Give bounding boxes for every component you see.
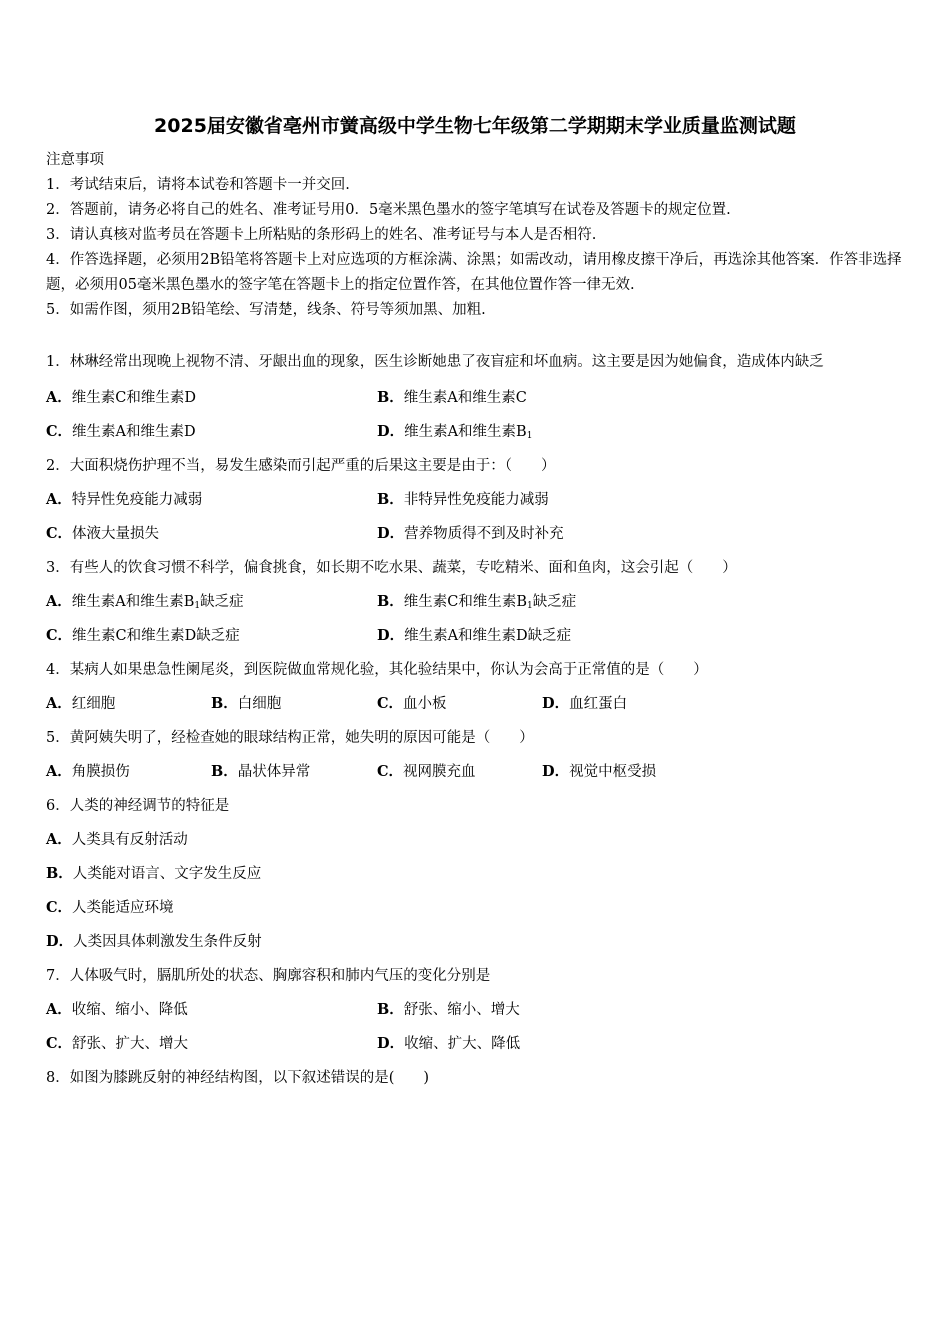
option-b — [211, 687, 281, 721]
notice-item: 5．如需作图，须用2B铅笔绘、写清楚，线条、符号等须加黑、加粗. — [46, 302, 486, 318]
option-text: 维生素A和维生素B — [71, 594, 195, 610]
option-text: 维生素A和维生素B — [404, 424, 527, 440]
option-text: 维生素A和维生素D缺乏症 — [404, 628, 572, 644]
option-d — [377, 415, 532, 449]
option-text: 舒张、缩小、增大 — [403, 1002, 520, 1018]
option-text: 特异性免疫能力减弱 — [71, 492, 203, 508]
option-letter: C． — [46, 1035, 73, 1052]
option-letter: A． — [46, 389, 72, 406]
notice-item: 2．答题前，请务必将自己的姓名、准考证号用0．5毫米黑色墨水的签字笔填写在试卷及答题卡的规定位置. — [46, 202, 731, 218]
option-text: 角膜损伤 — [71, 764, 130, 780]
option-a — [46, 381, 196, 415]
option-letter: C． — [46, 627, 73, 644]
option-row — [46, 823, 916, 857]
option-letter: B． — [211, 695, 238, 712]
option-letter: C． — [46, 899, 73, 916]
option-letter: C． — [46, 525, 73, 542]
option-row — [46, 619, 916, 653]
option-text-tail: 缺乏症 — [532, 594, 577, 610]
option-letter: D． — [377, 1035, 405, 1052]
option-letter: B． — [377, 389, 404, 406]
question-stem: 8．如图为膝跳反射的神经结构图，以下叙述错误的是( ) — [46, 1070, 430, 1086]
option-row — [46, 891, 916, 925]
option-text: 维生素C和维生素B — [403, 594, 528, 610]
option-text: 人类能适应环境 — [72, 900, 174, 916]
option-text: 人类因具体刺激发生条件反射 — [73, 934, 262, 950]
option-b — [377, 585, 576, 619]
option-c — [377, 687, 447, 721]
option-d — [377, 1027, 520, 1061]
option-a — [46, 687, 115, 721]
option-text: 维生素C和维生素D缺乏症 — [72, 628, 240, 644]
option-a — [46, 585, 244, 619]
option-text: 收缩、扩大、降低 — [404, 1036, 521, 1052]
subscript: 1 — [527, 601, 533, 611]
option-text: 血红蛋白 — [569, 696, 628, 712]
option-letter: A． — [46, 831, 72, 848]
option-text: 视网膜充血 — [403, 764, 476, 780]
option-c — [46, 517, 159, 551]
option-b — [377, 381, 527, 415]
option-b — [377, 993, 520, 1027]
option-a — [46, 755, 130, 789]
question-stem: 7．人体吸气时，膈肌所处的状态、胸廓容积和肺内气压的变化分别是 — [46, 968, 491, 984]
option-text: 舒张、扩大、增大 — [72, 1036, 189, 1052]
question-stem: 1．林琳经常出现晚上视物不清、牙龈出血的现象，医生诊断她患了夜盲症和坏血病。这主要是因为她偏食，造成体内缺乏 — [46, 354, 824, 370]
option-letter: B． — [377, 491, 404, 508]
option-b — [46, 857, 261, 891]
option-b — [211, 755, 310, 789]
option-row — [46, 415, 916, 449]
option-b — [377, 483, 549, 517]
option-letter: A． — [46, 491, 72, 508]
option-c — [46, 415, 196, 449]
notice-item: 3．请认真核对监考员在答题卡上所粘贴的条形码上的姓名、准考证号与本人是否相符. — [46, 227, 597, 243]
option-text: 体液大量损失 — [72, 526, 160, 542]
option-row — [46, 1027, 916, 1061]
option-row — [46, 585, 916, 619]
option-letter: D． — [46, 933, 74, 950]
option-letter: C． — [46, 423, 73, 440]
option-row — [46, 755, 916, 789]
questions-section — [46, 343, 916, 1095]
exam-title: 2025届安徽省亳州市黉高级中学生物七年级第二学期期末学业质量监测试题 — [154, 115, 796, 137]
option-row — [46, 925, 916, 959]
option-text: 人类能对语言、文字发生反应 — [72, 866, 262, 882]
option-text: 晶状体异常 — [237, 764, 311, 780]
option-a — [46, 993, 188, 1027]
option-row — [46, 517, 916, 551]
option-text: 视觉中枢受损 — [569, 764, 657, 780]
option-c — [46, 1027, 188, 1061]
option-row — [46, 483, 916, 517]
option-text-tail: 缺乏症 — [200, 594, 244, 610]
option-text: 白细胞 — [237, 696, 282, 712]
option-d — [542, 687, 627, 721]
option-text: 血小板 — [403, 696, 447, 712]
option-text: 非特异性免疫能力减弱 — [403, 492, 549, 508]
option-letter: D． — [377, 525, 405, 542]
option-text: 维生素C和维生素D — [71, 390, 196, 406]
option-letter: A． — [46, 695, 72, 712]
notice-item: 4．作答选择题，必须用2B铅笔将答题卡上对应选项的方框涂满、涂黑；如需改动，请用橡皮擦干净后，再选涂其他答案．作答非选择题，必须用05毫米黑色墨水的签字笔在答题卡上的指定位置作答，在其他位置作答一律无效. — [46, 252, 902, 293]
option-letter: B． — [211, 763, 238, 780]
notice-item: 1．考试结束后，请将本试卷和答题卡一并交回. — [46, 177, 350, 193]
option-letter: A． — [46, 763, 72, 780]
option-text: 人类具有反射活动 — [71, 832, 188, 848]
option-d — [377, 619, 571, 653]
question-stem: 3．有些人的饮食习惯不科学，偏食挑食，如长期不吃水果、蔬菜，专吃精米、面和鱼肉，这会引起（ ） — [46, 560, 737, 576]
option-letter: C． — [377, 763, 404, 780]
option-letter: A． — [46, 593, 72, 610]
question-stem: 5．黄阿姨失明了，经检查她的眼球结构正常，她失明的原因可能是（ ） — [46, 730, 534, 746]
option-row — [46, 857, 916, 891]
option-text: 红细胞 — [71, 696, 116, 712]
option-d — [46, 925, 262, 959]
option-c — [377, 755, 476, 789]
subscript: 1 — [194, 601, 201, 611]
notice-section — [46, 148, 916, 323]
option-letter: D． — [542, 763, 570, 780]
option-text: 维生素A和维生素C — [403, 390, 527, 406]
option-a — [46, 483, 202, 517]
option-d — [542, 755, 656, 789]
option-row — [46, 687, 916, 721]
subscript: 1 — [526, 431, 533, 441]
question-stem: 6．人类的神经调节的特征是 — [46, 798, 230, 814]
option-d — [377, 517, 564, 551]
option-c — [46, 619, 240, 653]
option-text: 收缩、缩小、降低 — [71, 1002, 188, 1018]
option-letter: D． — [377, 423, 405, 440]
option-letter: B． — [46, 865, 73, 882]
option-letter: D． — [542, 695, 570, 712]
option-letter: A． — [46, 1001, 72, 1018]
option-text: 营养物质得不到及时补充 — [404, 526, 564, 542]
option-a — [46, 823, 188, 857]
option-row — [46, 381, 916, 415]
option-text: 维生素A和维生素D — [72, 424, 196, 440]
notice-heading: 注意事项 — [46, 152, 104, 168]
option-letter: B． — [377, 1001, 404, 1018]
option-letter: D． — [377, 627, 405, 644]
option-row — [46, 993, 916, 1027]
question-stem: 4．某病人如果患急性阑尾炎，到医院做血常规化验，其化验结果中，你认为会高于正常值的是（ ） — [46, 662, 708, 678]
option-c — [46, 891, 174, 925]
question-stem: 2．大面积烧伤护理不当，易发生感染而引起严重的后果这主要是由于：（ ） — [46, 458, 556, 474]
option-letter: C． — [377, 695, 404, 712]
option-letter: B． — [377, 593, 404, 610]
